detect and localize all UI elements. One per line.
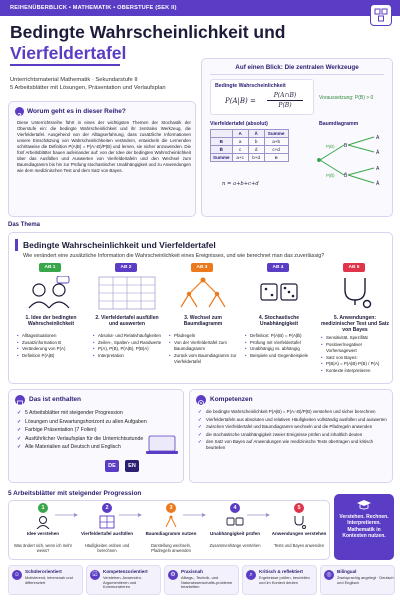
series-overview-label: REIHENÜBERBLICK • MATHEMATIK • OBERSTUFE (SEK II): [10, 5, 177, 11]
step-text: Was ändert sich, wenn ich mehr weiss?: [13, 543, 73, 553]
tree-label: A: [376, 135, 380, 141]
lang-en-badge: EN: [125, 460, 139, 472]
checklist-icon: ☑: [90, 570, 100, 580]
step-text: Zusammenhänge verstehen: [209, 543, 261, 548]
formula-lhs: P(A|B) =: [225, 97, 256, 105]
table-cell: a+c: [232, 154, 248, 162]
worksheet-point: • Zusatzinformation B: [17, 340, 87, 347]
feature-card: [320, 565, 395, 595]
feature-text: Motivierend, lebensnah und differenziert: [25, 575, 73, 585]
tools-heading: Auf einen Blick: Die zentralen Werkzeuge: [235, 64, 359, 71]
competences-heading: Kompetenzen: [210, 396, 253, 403]
worksheet-point: • Beispiele und Gegenbeispiele: [245, 353, 315, 360]
competence-item: ✓ Vierfeldertafeln aus absoluten und relativen Häufigkeiten vollständig ausfüllen und auswerten: [198, 417, 390, 423]
worksheet-badge: AB 4: [267, 263, 289, 272]
step-title: Baumdiagramm nutzen: [145, 531, 197, 536]
vierfelder-table: [210, 129, 289, 162]
tree-label: Ā: [376, 181, 380, 187]
included-box: [8, 389, 184, 483]
worksheet-column: [15, 263, 87, 381]
feature-title: Kritisch & reflektiert: [259, 569, 303, 574]
table-cell: B: [211, 138, 233, 146]
theme-box: [8, 232, 393, 384]
progression-step: [13, 503, 73, 559]
worksheet-point: • Kontexte interpretieren: [321, 368, 391, 375]
step-title: Unabhängigkeit prüfen: [209, 531, 261, 536]
theme-question: Wie verändert eine zusätzliche Information die Wahrscheinlichkeit eines Ereignisses, und wie berechnet man das zuverlässig?: [23, 253, 325, 259]
worksheet-point: • P(B|A) = P(A|B)·P(B) / P(A): [321, 361, 391, 368]
table-title: Vierfeldertafel (absolut): [210, 121, 268, 127]
feature-title: Praxisnah: [181, 569, 203, 574]
table-cell: B̄: [211, 146, 233, 154]
worksheet-column: [243, 263, 315, 381]
worksheet-point: • Sensitivität, Spezifität: [321, 335, 391, 342]
table-cell: n: [264, 154, 288, 162]
arrow-right-icon: [183, 505, 207, 511]
table-cell: Ā: [248, 130, 264, 138]
competences-box: [189, 389, 393, 483]
title-underline: [10, 64, 120, 66]
stethoscope-icon: [327, 276, 383, 315]
table-cell: a: [232, 138, 248, 146]
table-grid-icon: [97, 276, 157, 315]
gear-icon: ⚙: [168, 570, 178, 580]
worksheet-point: • Definition: P(A|B) = P(A|B̄): [245, 333, 315, 340]
tree-branch: [348, 168, 374, 175]
worksheet-point: • Satz von Bayes:: [321, 355, 391, 362]
included-item: ✓ Farbige Präsentation (7 Folien): [17, 426, 147, 435]
tree-label: B̄: [344, 173, 348, 179]
table-cell: A: [232, 130, 248, 138]
worksheet-points: [169, 333, 239, 366]
feature-title: Kompetenzorientiert: [103, 569, 148, 574]
tree-label: Ā: [376, 150, 380, 156]
tree-label: A: [376, 166, 380, 172]
competence-item: ✓ die bedingte Wahrscheinlichkeit P(A|B) = P(A∩B)/P(B) verstehen und sicher berechnen: [198, 409, 390, 415]
competences-list: [198, 409, 390, 453]
worksheet-point: • Veränderung von P(A): [17, 346, 87, 353]
tree-label: P(B̄): [326, 173, 335, 178]
tree-diagram: [314, 129, 392, 191]
feature-text: Verstehen, Anwenden, Argumentieren und Kommunizieren: [103, 575, 142, 590]
included-item: ✓ Alle Materialien auf Deutsch und Englisch: [17, 443, 147, 452]
table-cell: Summe: [211, 154, 233, 162]
feature-text: Alltags-, Technik- und Naturwissenschafts-probleme bearbeiten: [181, 575, 233, 590]
feature-title: Bilingual: [337, 569, 357, 574]
feature-card: [8, 565, 83, 595]
question-icon: [15, 107, 24, 120]
worksheet-title: 3. Wechsel zum Baumdiagramm: [183, 315, 223, 328]
feature-text: Ergebnisse prüfen, beurteilen und im Kontext deuten: [259, 575, 310, 585]
step-number: 4: [230, 503, 240, 513]
worksheet-point: • Pfadregeln: [169, 333, 239, 340]
tree-title: Baumdiagramm: [319, 121, 359, 127]
competence-item: ✓ zwischen Vierfeldertafel und Baumdiagramm wechseln und die Pfadregeln anwenden: [198, 424, 390, 430]
table-cell: b+d: [248, 154, 264, 162]
cube-logo-icon: [370, 4, 392, 26]
worksheet-title: 4. Stochastische Unabhängigkeit: [258, 315, 300, 328]
subtitle: [10, 76, 166, 92]
included-item: ✓ Ausführlicher Verlaufsplan für die Unterrichtsstunde: [17, 435, 147, 444]
tree-label: B: [344, 143, 348, 149]
callout-text: Verstehen. Rechnen. Interpretieren. Mathematik in Kontexten nutzen.: [339, 514, 389, 540]
step-text: Tests und Bayes anwenden: [273, 543, 325, 548]
step-number: 5: [294, 503, 304, 513]
feature-card: [86, 565, 161, 595]
theme-heading: Bedingte Wahrscheinlichkeit und Vierfeldertafel: [23, 240, 216, 250]
svg-text:?: ?: [17, 113, 22, 120]
progression-box: [8, 500, 330, 560]
tree-branch-icon: [175, 276, 231, 315]
worksheet-point: • Zeilen-, Spalten- und Randwerte: [93, 340, 163, 347]
divider: [210, 74, 384, 75]
progression-step: [77, 503, 137, 559]
worksheet-point: • Prüfung mit Vierfeldertafel: [245, 340, 315, 347]
worksheet-title: 2. Vierfeldertafel ausfüllen und auswerten: [95, 315, 159, 328]
worksheet-point: • Unabhängig vs. abhängig: [245, 346, 315, 353]
step-number: 1: [38, 503, 48, 513]
people-thinking-icon: [23, 276, 79, 315]
progression-heading: 5 Arbeitsblätter mit steigender Progression: [8, 490, 142, 497]
worksheet-point: • Positiver/negativer Vorhersagewert: [321, 342, 391, 355]
worksheet-point: • Absolut- und Relativhäufigkeiten: [93, 333, 163, 340]
worksheet-point: • Von der Vierfeldertafel zum Baumdiagramm: [169, 340, 239, 353]
dice-icon: [251, 276, 307, 315]
page-title-line1: Bedingte Wahrscheinlichkeit und: [10, 22, 286, 42]
progression-step: [205, 503, 265, 559]
fraction-bar: [267, 100, 303, 101]
worksheet-points: [17, 333, 87, 359]
person-icon: ☺: [13, 572, 21, 578]
page-title-line2: Vierfeldertafel: [10, 43, 127, 63]
worksheet-point: • Zurück vom Baumdiagramm zur Vierfeldertafel: [169, 353, 239, 366]
step-title: Vierfeldertafel ausfüllen: [81, 531, 133, 536]
step-title: Idee verstehen: [26, 531, 60, 536]
lang-de-badge: DE: [105, 460, 119, 472]
worksheet-point: • Interpretation: [93, 353, 163, 360]
arrow-right-icon: [247, 505, 271, 511]
worksheet-column: [167, 263, 239, 381]
table-cell: Summe: [264, 130, 288, 138]
arrow-right-icon: [119, 505, 143, 511]
table-cell: b: [248, 138, 264, 146]
formula-denominator: P(B): [278, 102, 292, 109]
competence-item: ✓ den Satz von Bayes auf Anwendungen wie medizinische Tests übertragen und kritisch beurteilen: [198, 439, 390, 451]
table-cell: [211, 130, 233, 138]
graduation-cap-icon: [356, 499, 372, 511]
step-number: 2: [102, 503, 112, 513]
table-formula: n = a+b+c+d: [222, 181, 259, 187]
formula-numerator: P(A∩B): [273, 92, 297, 99]
worksheet-point: • Definition P(A|B): [17, 353, 87, 360]
worksheet-badge: AB 2: [115, 263, 137, 272]
tree-branch: [348, 175, 374, 183]
included-heading: Das ist enthalten: [29, 396, 82, 403]
table-cell: c+d: [264, 146, 288, 154]
worksheet-badge: AB 3: [191, 263, 213, 272]
worksheet-title: 1. Idee der bedingten Wahrscheinlichkeit: [25, 315, 77, 328]
arrow-right-icon: [55, 505, 79, 511]
progression-step: [269, 503, 329, 559]
worksheet-title: 5. Anwendungen: medizinischer Test und Satz von Bayes: [320, 315, 390, 334]
feature-card: [242, 565, 317, 595]
about-text: Diese Unterrichtsreihe führt in eines der wichtigsten Themen der Stochastik der Oberstufe ein: die bedingte Wahrscheinlichkeit und ihr zentrales Werkzeug, die Vierfeldertafel. Ausgehend von der Alltagserfahrung, dass zusätzliche Informationen unsere Einschätzung von Wahrscheinlichkeiten verändern, entwickeln die Lernenden schrittweise die Definition P(A|B) = P(A∩B)/P(B) und lernen, sie sicher anzuwenden. Die fünf Arbeitsblätter bauen aufeinander auf: von der Idee der bedingten Wahrscheinlichkeit über das Ausfüllen und Auswerten von Vierfeldertafeln und den Wechsel zum Baumdiagramm bis hin zur Prüfung stochastischer Unabhängigkeit und zu Anwendungen wie dem medizinischen Test und dem Satz von Bayes.: [17, 120, 191, 174]
formula-card: [210, 79, 314, 115]
table-cell: c: [232, 146, 248, 154]
tree-root: [317, 158, 321, 162]
step-text: Häufigkeiten ordnen und berechnen: [84, 543, 130, 553]
precondition: [319, 95, 373, 101]
callout-box: [334, 494, 394, 560]
table-cell: a+b: [264, 138, 288, 146]
worksheet-badge: AB 5: [343, 263, 365, 272]
feature-text: Zweisprachig angelegt · Deutsch und Englisch: [337, 575, 394, 585]
worksheet-column: [91, 263, 163, 381]
competence-item: ✓ die stochastische Unabhängigkeit zweier Ereignisse prüfen und inhaltlich deuten: [198, 432, 390, 438]
globe-icon: ◎: [324, 570, 334, 580]
included-item: ✓ 5 Arbeitsblätter mit steigender Progression: [17, 409, 147, 418]
precondition-text: Voraussetzung: P(B) > 0: [319, 95, 374, 101]
formula-title: Bedingte Wahrscheinlichkeit: [215, 83, 286, 89]
package-icon: [15, 395, 25, 405]
progression-step: [141, 503, 201, 559]
series-overview-bar: [0, 0, 400, 16]
worksheet-points: [245, 333, 315, 359]
laptop-icon: [145, 434, 179, 461]
worksheet-points: [93, 333, 163, 359]
worksheet-point: • Alltagssituationen: [17, 333, 87, 340]
subtitle-line2: 5 Arbeitsblätter mit Lösungen, Präsentation und Verlaufsplan: [10, 85, 166, 91]
about-heading: Worum geht es in dieser Reihe?: [27, 108, 126, 115]
tree-label: P(B): [326, 144, 335, 149]
worksheet-badge: AB 1: [39, 263, 61, 272]
included-list: [17, 409, 147, 452]
step-title: Anwendungen verstehen: [271, 531, 327, 536]
tree-branch: [348, 145, 374, 152]
step-text: Darstellung wechseln, Pfadregeln anwenden: [150, 543, 192, 553]
subtitle-line1: Unterrichtsmaterial Mathematik · Sekundarstufe II: [10, 77, 138, 83]
theme-label: Das Thema: [8, 222, 41, 228]
tools-box: [201, 58, 393, 217]
about-box: [8, 101, 196, 217]
worksheet-points: [321, 335, 391, 375]
accent-bar: [15, 239, 18, 251]
included-item: ✓ Lösungen und Erwartungshorizont zu allen Aufgaben: [17, 418, 147, 427]
feature-card: [164, 565, 239, 595]
magnifier-icon: ⌕: [246, 570, 256, 580]
worksheet-point: • P(A), P(B), P(A|B), P(B|A): [93, 346, 163, 353]
feature-title: Schülerorientiert: [25, 569, 62, 574]
target-icon: [196, 395, 206, 405]
step-number: 3: [166, 503, 176, 513]
tree-branch: [348, 137, 374, 145]
worksheet-column: [319, 263, 391, 381]
table-cell: d: [248, 146, 264, 154]
four-field-table: [210, 129, 289, 162]
